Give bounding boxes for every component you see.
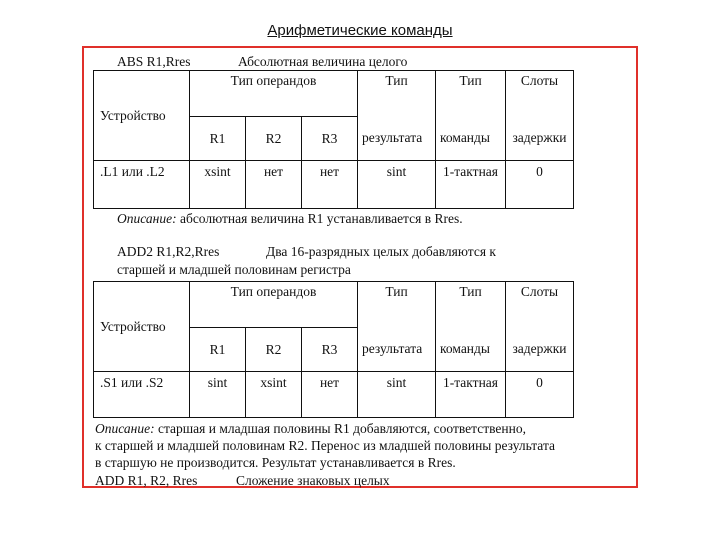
header-r1: R1 xyxy=(190,117,246,161)
header-device: Устройство xyxy=(94,71,190,161)
row-command: 1-тактная xyxy=(436,372,506,418)
header-delay: задержки xyxy=(506,117,574,161)
add-example-caption: Сложение знаковых целых xyxy=(236,473,390,488)
row-r1: sint xyxy=(190,372,246,418)
header-device: Устройство xyxy=(94,282,190,372)
header-result-type: Тип xyxy=(358,71,436,117)
add2-description xyxy=(95,420,555,471)
header-command-type: Тип xyxy=(436,71,506,117)
slide-title: Арифметические команды xyxy=(267,22,453,39)
add2-caption-line2: старшей и младшей половинам регистра xyxy=(117,262,351,277)
add2-caption: Два 16-разрядных целых добавляются к xyxy=(266,244,496,259)
row-r2: нет xyxy=(246,161,302,209)
header-r2: R2 xyxy=(246,328,302,372)
row-r3: нет xyxy=(302,372,358,418)
header-r3: R3 xyxy=(302,328,358,372)
header-result: результата xyxy=(358,117,436,161)
header-command: команды xyxy=(436,117,506,161)
row-command: 1-тактная xyxy=(436,161,506,209)
add2-table xyxy=(93,281,574,418)
row-slots: 0 xyxy=(506,161,574,209)
add2-desc-label: Описание: xyxy=(95,421,155,436)
header-slots: Слоты xyxy=(506,282,574,328)
add2-desc-line3: в старшую не производится. Результат устанавливается в Rres. xyxy=(95,455,456,470)
row-device: .L1 или .L2 xyxy=(94,161,190,209)
abs-desc-text: абсолютная величина R1 устанавливается в Rres. xyxy=(176,211,463,226)
header-result: результата xyxy=(358,328,436,372)
abs-syntax: ABS R1,Rres xyxy=(117,54,191,69)
row-r3: нет xyxy=(302,161,358,209)
row-result: sint xyxy=(358,161,436,209)
row-r1: xsint xyxy=(190,161,246,209)
header-command: команды xyxy=(436,328,506,372)
header-delay: задержки xyxy=(506,328,574,372)
header-operand-types: Тип операндов xyxy=(190,71,358,117)
header-r3: R3 xyxy=(302,117,358,161)
abs-description xyxy=(117,210,463,227)
abs-caption: Абсолютная величина целого xyxy=(238,54,408,69)
header-result-type: Тип xyxy=(358,282,436,328)
add2-desc-line2: к старшей и младшей половинам R2. Перенос из младшей половины результата xyxy=(95,438,555,453)
header-slots: Слоты xyxy=(506,71,574,117)
abs-table xyxy=(93,70,574,209)
row-r2: xsint xyxy=(246,372,302,418)
row-slots: 0 xyxy=(506,372,574,418)
add-example-syntax: ADD R1, R2, Rres xyxy=(95,473,198,488)
row-device: .S1 или .S2 xyxy=(94,372,190,418)
abs-desc-label: Описание: xyxy=(117,211,177,226)
row-result: sint xyxy=(358,372,436,418)
add2-syntax: ADD2 R1,R2,Rres xyxy=(117,244,220,259)
add2-desc-line1: старшая и младшая половины R1 добавляются, соответственно, xyxy=(154,421,526,436)
header-operand-types: Тип операндов xyxy=(190,282,358,328)
header-r2: R2 xyxy=(246,117,302,161)
header-command-type: Тип xyxy=(436,282,506,328)
header-r1: R1 xyxy=(190,328,246,372)
